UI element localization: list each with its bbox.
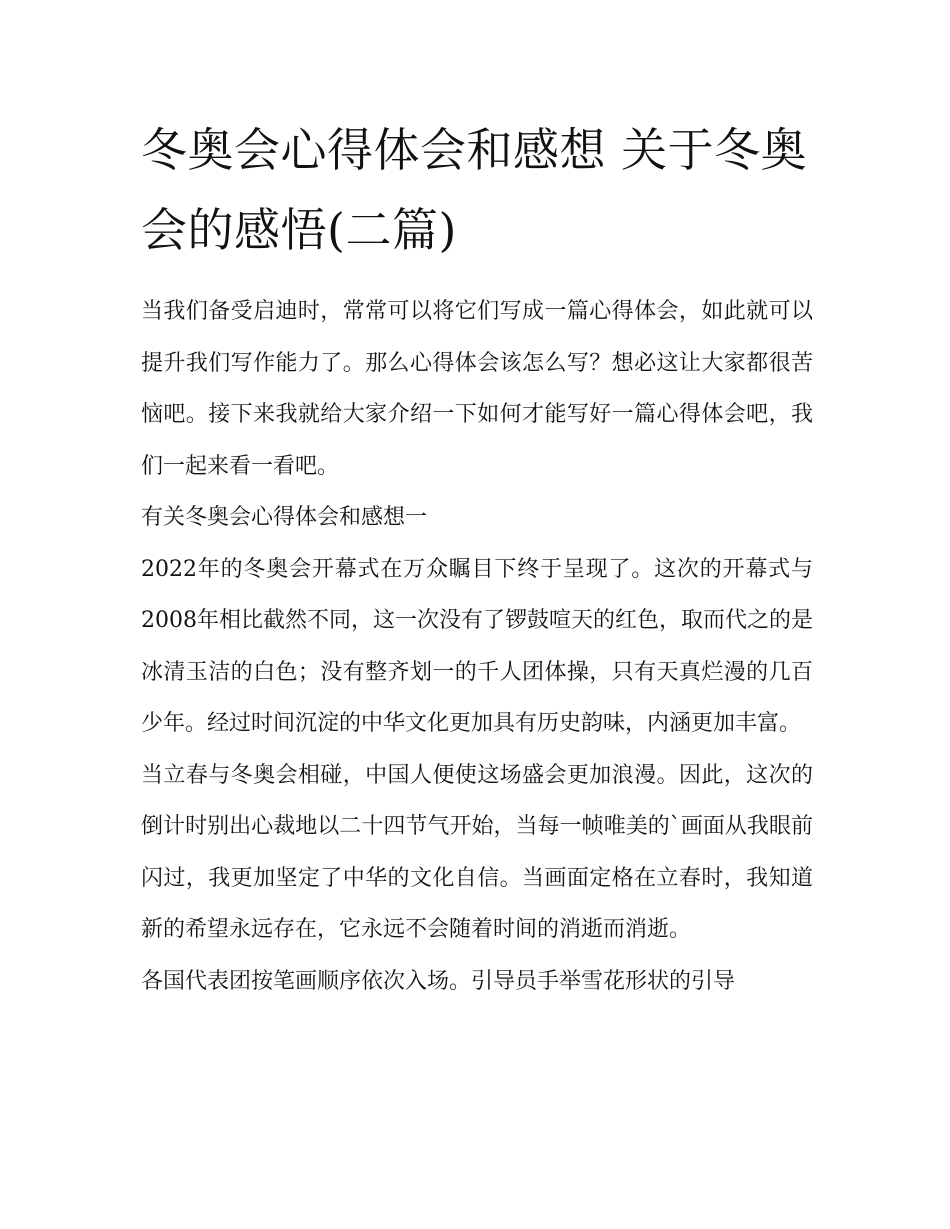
intro-paragraph: 当我们备受启迪时，常常可以将它们写成一篇心得体会，如此就可以提升我们写作能力了。那么心得体会该怎么写？想必这让大家都很苦恼吧。接下来我就给大家介绍一下如何才能写好一篇心得体会吧，我们一起来看一看吧。 <box>141 299 813 479</box>
section-heading: 有关冬奥会心得体会和感想一 <box>141 505 428 530</box>
body-paragraph-3: 各国代表团按笔画顺序依次入场。引导员手举雪花形状的引导 <box>141 968 736 994</box>
body-paragraph-1: 2022年的冬奥会开幕式在万众瞩目下终于呈现了。这次的开幕式与2008年相比截然不同，这一次没有了锣鼓喧天的红色，取而代之的是冰清玉洁的白色；没有整齐划一的千人团体操，只有天真烂漫的几百少年。经过时间沉淀的中华文化更加具有历史韵味，内涵更加丰富。 <box>141 556 813 736</box>
body-paragraph-2: 当立春与冬奥会相碰，中国人便使这场盛会更加浪漫。因此，这次的倒计时别出心裁地以二十四节气开始，当每一帧唯美的`画面从我眼前闪过，我更加坚定了中华的文化自信。当画面定格在立春时，我知道新的希望永远存在，它永远不会随着时间的消逝而消逝。 <box>141 762 813 942</box>
document-page <box>141 110 813 1007</box>
document-title: 冬奥会心得体会和感想 关于冬奥会的感悟(二篇) <box>141 123 808 257</box>
